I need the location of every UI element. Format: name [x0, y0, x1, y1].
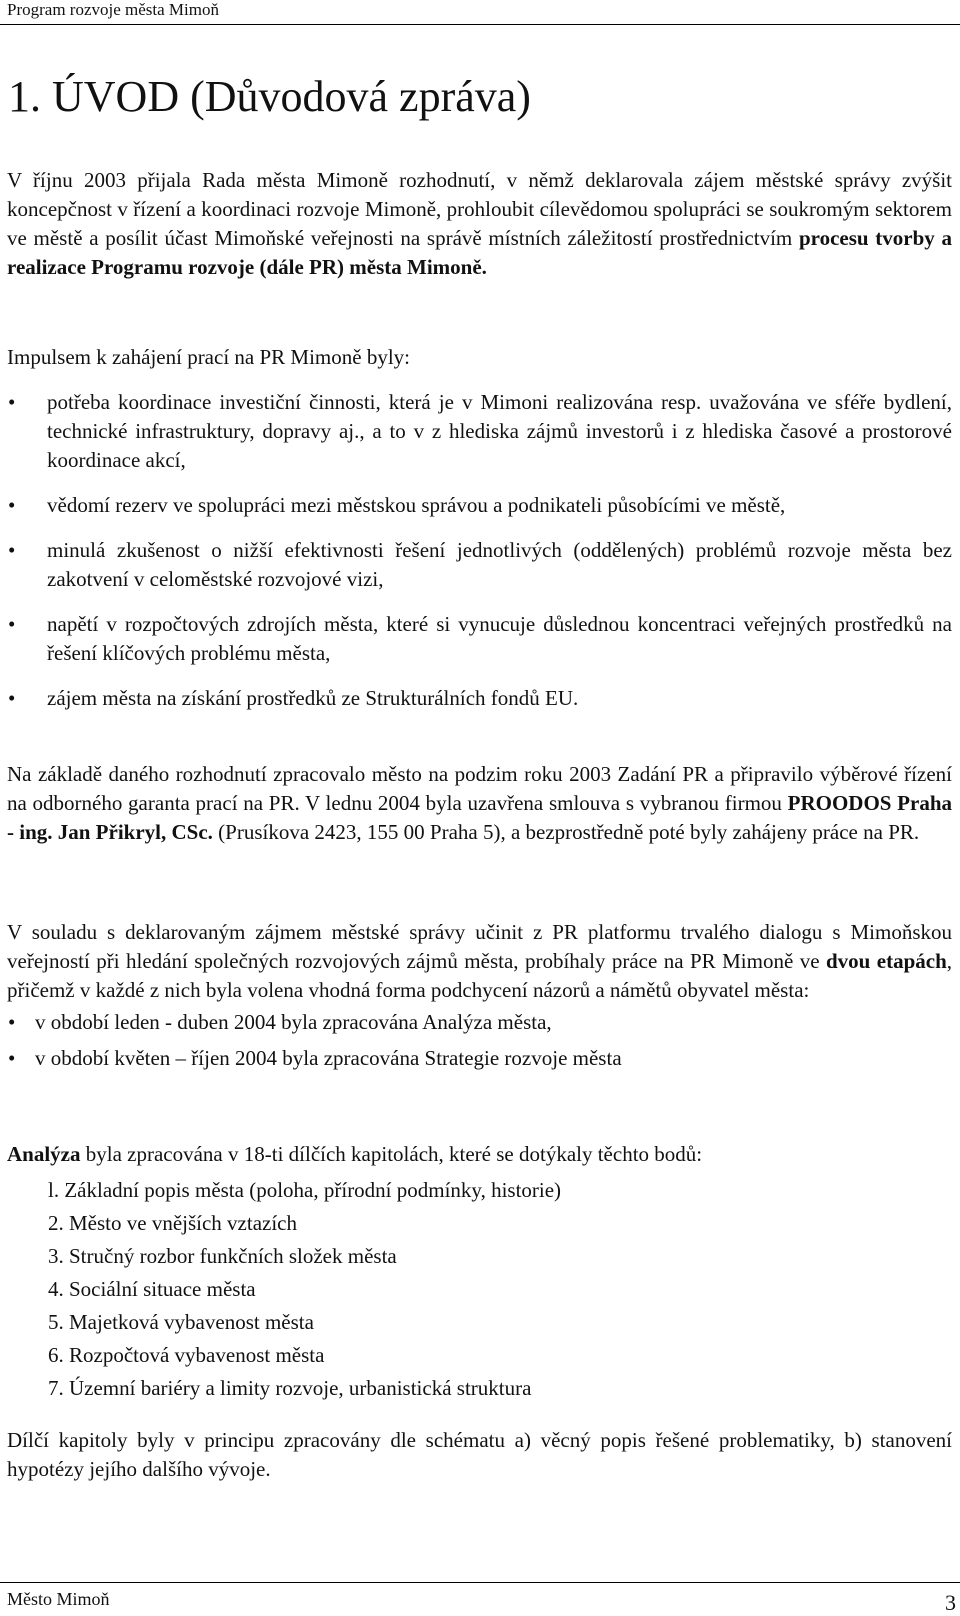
list-item	[0, 388, 960, 475]
bullet-icon: •	[8, 612, 16, 636]
bullet-icon: •	[8, 390, 16, 414]
list-item-text: vědomí rezerv ve spolupráci mezi městskou správou a podnikateli působícími ve městě,	[47, 493, 786, 517]
paragraph-contract-text: Na základě daného rozhodnutí zpracovalo město na podzim roku 2003 Zadání PR a připravilo výběrové řízení na odborného garanta prací na PR. V lednu 2004 byla uzavřena smlouva s vybranou firmou	[7, 762, 952, 815]
paragraph-contract-tail: (Prusíkova 2423, 155 00 Praha 5), a bezprostředně poté byly zahájeny práce na PR.	[212, 820, 920, 844]
list-item-text: napětí v rozpočtových zdrojích města, které si vynucuje důslednou koncentraci veřejných prostředků na řešení klíčových problému města,	[47, 612, 952, 665]
header-rule	[0, 24, 960, 25]
list-item: 3. Stručný rozbor funkčních složek města	[48, 1244, 397, 1268]
impulse-bullet-list	[0, 388, 960, 729]
list-item	[0, 536, 960, 594]
paragraph-contract	[7, 760, 952, 847]
list-item: 2. Město ve vnějších vztazích	[48, 1211, 298, 1235]
list-item	[0, 1008, 960, 1037]
list-item: 5. Majetková vybavenost města	[48, 1310, 314, 1334]
paragraph-impulse: Impulsem k zahájení prací na PR Mimoně byly:	[7, 345, 410, 369]
paragraph-stages	[7, 918, 952, 1005]
running-header: Program rozvoje města Mimoň	[7, 0, 219, 19]
paragraph-intro-text: V říjnu 2003 přijala Rada města Mimoně rozhodnutí, v němž deklarovala zájem městské správy zvýšit koncepčnost v řízení a koordinaci rozvoje Mimoně, prohloubit cílevědomou spolupráci se soukromým sektorem ve městě a posílit účast Mimoňské veřejnosti na správě místních záležitostí prostřednictvím	[7, 168, 952, 250]
list-item: 6. Rozpočtová vybavenost města	[48, 1343, 325, 1367]
list-item: 7. Územní bariéry a limity rozvoje, urbanistická struktura	[48, 1376, 532, 1400]
bullet-icon: •	[8, 686, 16, 710]
paragraph-stages-bold: dvou etapách	[825, 949, 947, 973]
paragraph-stages-text: V souladu s deklarovaným zájmem městské správy učinit z PR platformu trvalého dialogu s Mimoňskou veřejností při hledání společných rozvojových zájmů města, probíhaly práce na PR Mimoně ve	[7, 920, 952, 973]
list-item	[0, 491, 960, 520]
list-item: l. Základní popis města (poloha, přírodní podmínky, historie)	[48, 1178, 562, 1202]
list-item-text: zájem města na získání prostředků ze Strukturálních fondů EU.	[47, 686, 579, 710]
running-footer: Město Mimoň	[7, 1589, 110, 1609]
paragraph-intro	[7, 166, 952, 282]
chapter-list	[48, 1174, 561, 1405]
section-title: 1. ÚVOD (Důvodová zpráva)	[8, 72, 531, 121]
paragraph-intro-bold: procesu tvorby a realizace Programu rozvoje (dále PR) města Mimoně.	[7, 226, 952, 279]
list-item-text: minulá zkušenost o nižší efektivnosti řešení jednotlivých (oddělených) problémů rozvoje města bez zakotvení v celoměstské rozvojové vizi,	[47, 538, 952, 591]
list-item: 4. Sociální situace města	[48, 1277, 256, 1301]
bullet-icon: •	[8, 1010, 16, 1034]
list-item-text: v období květen – říjen 2004 byla zpracována Strategie rozvoje města	[35, 1046, 622, 1070]
list-item	[0, 610, 960, 668]
paragraph-schema: Dílčí kapitoly byly v principu zpracovány dle schématu a) věcný popis řešené problematiky, b) stanovení hypotézy jejího dalšího vývoje.	[7, 1428, 952, 1481]
page-number: 3	[945, 1590, 956, 1615]
list-item-text: v období leden - duben 2004 byla zpracována Analýza města,	[35, 1010, 552, 1034]
list-item-text: potřeba koordinace investiční činnosti, která je v Mimoni realizována resp. uvažována ve sféře bydlení, technické infrastruktury, dopravy aj., a to v z hlediska zájmů investorů i z hlediska časové a prostorové koordinace akcí,	[47, 390, 952, 472]
paragraph-stages-tail: , přičemž v každé z nich byla volena vhodná forma podchycení názorů a námětů obyvatel města:	[7, 949, 953, 1002]
bullet-icon: •	[8, 1046, 16, 1070]
bullet-icon: •	[8, 493, 16, 517]
bullet-icon: •	[8, 538, 16, 562]
list-item	[0, 1044, 960, 1073]
paragraph-analysis	[7, 1140, 952, 1169]
paragraph-analysis-text: byla zpracována v 18-ti dílčích kapitolách, které se dotýkaly těchto bodů:	[80, 1142, 703, 1166]
stages-bullet-list	[0, 1008, 960, 1080]
paragraph-analysis-bold: Analýza	[7, 1142, 81, 1166]
footer-rule	[0, 1582, 960, 1583]
paragraph-contract-bold: PROODOS Praha - ing. Jan Přikryl, CSc.	[7, 791, 953, 844]
list-item	[0, 684, 960, 713]
